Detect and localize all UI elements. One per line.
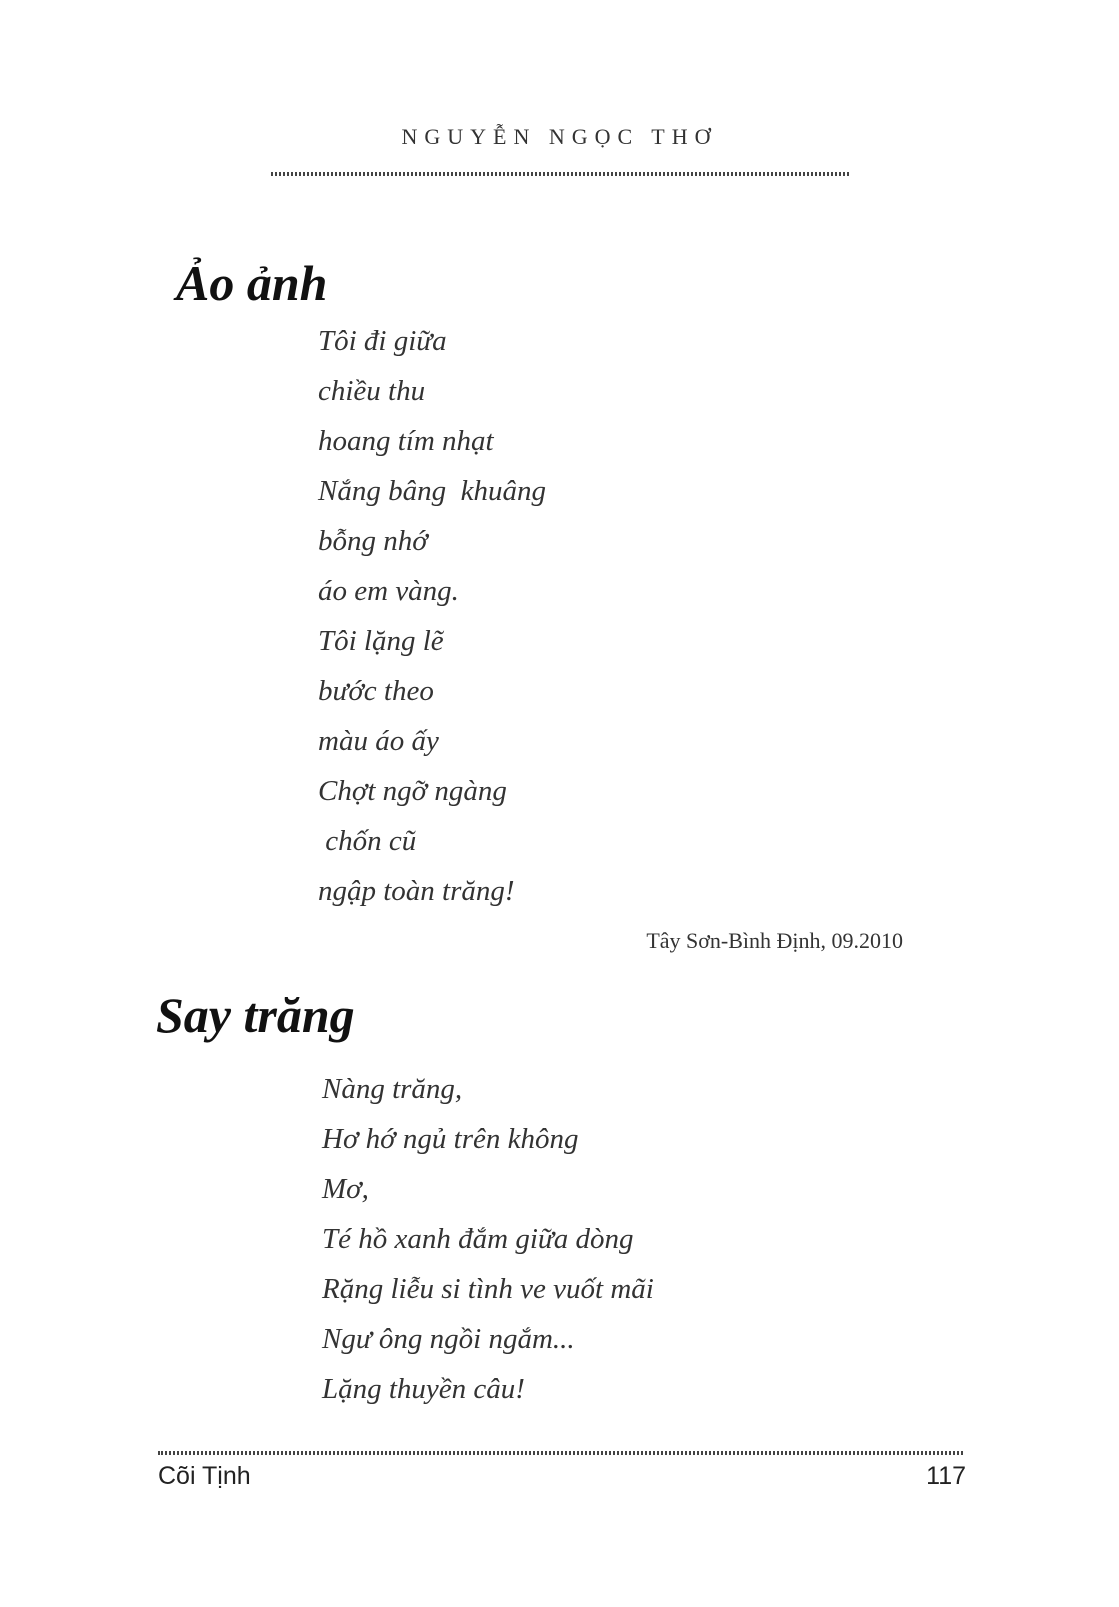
poem-line: Lặng thuyền câu! [322, 1373, 525, 1405]
page-number: 117 [926, 1462, 966, 1490]
poem-signature-place-date: Tây Sơn-Bình Định, 09.2010 [646, 928, 903, 953]
poem-line: chốn cũ [318, 825, 417, 857]
poem-line: Hơ hớ ngủ trên không [322, 1123, 579, 1155]
poem-line: Chợt ngỡ ngàng [318, 775, 507, 807]
poem-line: ngập toàn trăng! [318, 875, 515, 907]
poem-line: chiều thu [318, 375, 426, 407]
poem-line: Tôi đi giữa [318, 325, 447, 357]
poem-body-say-trang [322, 1064, 654, 1414]
poem-line: Tôi lặng lẽ [318, 625, 444, 657]
poem-line: Nắng bâng khuâng [318, 475, 546, 507]
poem-line: Rặng liễu si tình ve vuốt mãi [322, 1273, 654, 1305]
running-header-author: NGUYỄN NGỌC THƠ [401, 124, 718, 149]
header-divider [271, 172, 849, 176]
poem-title-say-trang: Say trăng [156, 987, 355, 1043]
poem-line: bước theo [318, 675, 434, 707]
poem-line: bỗng nhớ [318, 525, 428, 557]
poem-line: Ngư ông ngồi ngắm... [322, 1323, 575, 1355]
poem-line: màu áo ấy [318, 725, 439, 757]
poem-line: hoang tím nhạt [318, 425, 494, 457]
poem-line: Té hồ xanh đắm giữa dòng [322, 1223, 634, 1255]
footer-book-title: Cõi Tịnh [158, 1462, 251, 1490]
poem-line: Mơ, [322, 1173, 369, 1205]
footer-divider [158, 1451, 963, 1455]
poem-title-ao-anh: Ảo ảnh [176, 255, 328, 311]
poem-line: Nàng trăng, [322, 1073, 463, 1105]
poem-body-ao-anh [318, 316, 546, 916]
poem-line: áo em vàng. [318, 575, 459, 607]
